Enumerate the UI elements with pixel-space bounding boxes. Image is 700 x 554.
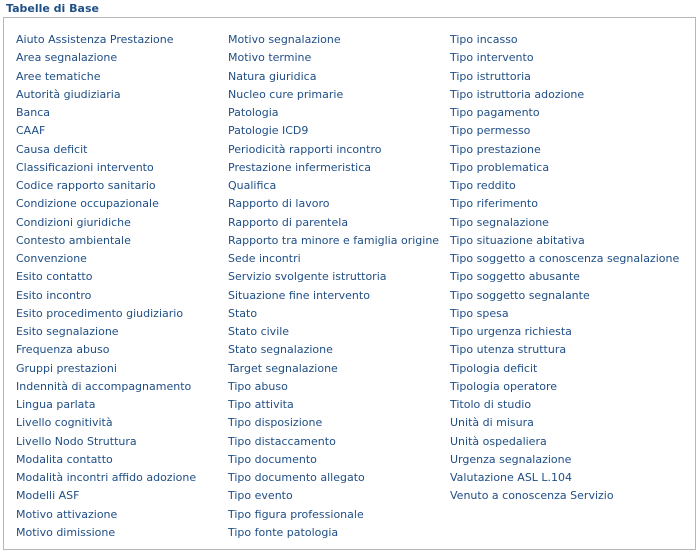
table-link[interactable]: Tipo figura professionale [228,507,364,521]
table-link[interactable]: Livello cognitività [16,416,113,430]
list-item [450,266,679,284]
page-title: Tabelle di Base [6,2,99,15]
list-item [228,230,439,248]
table-link[interactable]: Tipo problematica [450,160,550,174]
table-link[interactable]: Tipo reddito [450,179,516,192]
table-link[interactable]: CAAF [16,124,46,138]
table-link[interactable]: Aiuto Assistenza Prestazione [16,33,174,46]
table-link[interactable]: Tipo disposizione [228,416,323,430]
list-item [228,412,439,430]
list-item [16,139,196,157]
list-item [16,522,196,540]
list-item [450,66,679,84]
list-item [228,47,439,65]
list-item [16,120,196,138]
table-link[interactable]: Unità di misura [450,416,534,430]
list-item [450,248,679,266]
list-item [228,157,439,175]
list-item [450,102,679,120]
table-link[interactable]: Motivo attivazione [16,507,118,521]
table-link[interactable]: Lingua parlata [16,398,96,411]
base-tables-panel [3,17,696,550]
list-item [16,485,196,503]
table-link[interactable]: Tipo segnalazione [450,215,549,229]
table-link[interactable]: Servizio svolgente istruttoria [228,270,387,284]
list-item [450,157,679,175]
table-link[interactable]: Modelli ASF [16,489,80,503]
list-item [450,321,679,339]
table-link[interactable]: Tipo pagamento [450,106,540,119]
table-link[interactable]: Modalita contatto [16,452,113,466]
table-link[interactable]: Stato civile [228,325,290,338]
list-item [450,449,679,467]
link-column-1 [16,29,196,540]
table-link[interactable]: Urgenza segnalazione [450,452,572,466]
table-link[interactable]: Tipo urgenza richiesta [450,325,572,338]
list-item [16,358,196,376]
table-link[interactable]: Modalità incontri affido adozione [16,471,197,484]
list-item [16,321,196,339]
table-link[interactable]: Tipo spesa [450,306,509,320]
list-item [228,394,439,412]
table-link[interactable]: Esito incontro [16,288,92,302]
list-item [450,29,679,47]
list-item [16,230,196,248]
table-link[interactable]: Tipo distaccamento [228,434,336,448]
table-link[interactable]: Livello Nodo Struttura [16,434,137,448]
list-item [16,431,196,449]
list-item [228,139,439,157]
table-link[interactable]: Stato segnalazione [228,343,333,357]
table-link[interactable]: Tipo soggetto segnalante [450,288,590,302]
table-link[interactable]: Tipo permesso [450,124,531,138]
table-link[interactable]: Patologie ICD9 [228,124,309,138]
table-link[interactable]: Tipo riferimento [450,197,538,211]
list-item [16,266,196,284]
table-link[interactable]: Tipologia deficit [450,361,538,375]
table-link[interactable]: Motivo termine [228,51,312,65]
list-item [228,175,439,193]
list-item [16,339,196,357]
table-link[interactable]: Tipo evento [228,489,293,503]
list-item [450,47,679,65]
table-link[interactable]: Motivo dimissione [16,525,116,539]
list-item [16,193,196,211]
table-link[interactable]: Rapporto tra minore e famiglia origine [228,233,440,247]
list-item [228,504,439,522]
list-item [16,467,196,485]
table-link[interactable]: Banca [16,106,51,119]
list-item [228,485,439,503]
list-item [16,66,196,84]
list-item [450,139,679,157]
list-item [228,266,439,284]
table-link[interactable]: Sede incontri [228,252,301,265]
table-link[interactable]: Esito procedimento giudiziario [16,306,184,320]
table-link[interactable]: Qualifica [228,179,277,192]
table-link[interactable]: Situazione fine intervento [228,288,370,302]
list-item [16,504,196,522]
table-link[interactable]: Convenzione [16,252,87,265]
list-item [450,84,679,102]
table-link[interactable]: Tipo fonte patologia [228,525,339,539]
table-link[interactable]: Tipo intervento [450,51,534,65]
list-item [450,303,679,321]
table-link[interactable]: Tipo incasso [450,33,518,46]
list-item [450,394,679,412]
list-item [450,339,679,357]
list-item [228,358,439,376]
table-link[interactable]: Prestazione infermeristica [228,160,372,174]
table-link[interactable]: Tipo utenza struttura [450,343,567,357]
list-item [450,485,679,503]
list-item [450,376,679,394]
list-item [228,193,439,211]
list-item [450,193,679,211]
table-link[interactable]: Indennità di accompagnamento [16,379,192,393]
list-item [16,285,196,303]
table-link[interactable]: Titolo di studio [450,398,532,411]
table-link[interactable]: Unità ospedaliera [450,434,547,448]
list-item [228,431,439,449]
table-link[interactable]: Tipo documento [228,452,317,466]
list-item [450,431,679,449]
table-link[interactable]: Venuto a conoscenza Servizio [450,489,614,503]
list-item [228,376,439,394]
list-item [450,467,679,485]
list-item [228,449,439,467]
link-column-3 [450,29,679,504]
list-item [228,467,439,485]
list-item [450,412,679,430]
table-link[interactable]: Condizioni giuridiche [16,215,131,229]
list-item [228,66,439,84]
table-link[interactable]: Frequenza abuso [16,343,110,357]
table-link[interactable]: Stato [228,306,258,320]
list-item [450,285,679,303]
table-link[interactable]: Tipologia operatore [450,379,558,393]
table-link[interactable]: Rapporto di lavoro [228,197,330,211]
table-link[interactable]: Tipo abuso [228,379,288,393]
table-link[interactable]: Classificazioni intervento [16,160,154,174]
link-column-2 [228,29,439,540]
table-link[interactable]: Tipo attivita [228,398,294,411]
list-item [16,449,196,467]
list-item [16,157,196,175]
list-item [16,102,196,120]
list-item [228,120,439,138]
table-link[interactable]: Tipo soggetto abusante [450,270,580,284]
list-item [16,394,196,412]
list-item [228,522,439,540]
table-link[interactable]: Autorità giudiziaria [16,87,121,101]
table-link[interactable]: Tipo istruttoria adozione [450,87,585,101]
table-link[interactable]: Motivo segnalazione [228,33,341,46]
list-item [16,47,196,65]
table-link[interactable]: Tipo prestazione [450,142,541,156]
table-link[interactable]: Rapporto di parentela [228,215,349,229]
table-link[interactable]: Nucleo cure primarie [228,87,344,101]
list-item [228,339,439,357]
table-link[interactable]: Codice rapporto sanitario [16,179,156,192]
table-link[interactable]: Contesto ambientale [16,233,131,247]
table-link[interactable]: Patologia [228,106,279,119]
list-item [16,212,196,230]
table-link[interactable]: Aree tematiche [16,69,101,83]
list-item [16,412,196,430]
list-item [228,84,439,102]
table-link[interactable]: Tipo documento allegato [228,471,365,484]
list-item [228,212,439,230]
table-link[interactable]: Valutazione ASL L.104 [450,471,573,484]
list-item [228,303,439,321]
table-link[interactable]: Condizione occupazionale [16,197,159,211]
list-item [16,84,196,102]
table-link[interactable]: Area segnalazione [16,51,118,65]
list-item [16,29,196,47]
list-item [450,120,679,138]
list-item [16,376,196,394]
list-item [228,248,439,266]
list-item [228,321,439,339]
table-link[interactable]: Causa deficit [16,142,88,156]
table-link[interactable]: Tipo istruttoria [450,69,531,83]
list-item [450,212,679,230]
list-item [16,303,196,321]
table-link[interactable]: Esito contatto [16,270,93,284]
table-link[interactable]: Periodicità rapporti incontro [228,142,382,156]
table-link[interactable]: Natura giuridica [228,69,317,83]
list-item [450,175,679,193]
list-item [450,230,679,248]
table-link[interactable]: Tipo situazione abitativa [450,233,585,247]
table-link[interactable]: Esito segnalazione [16,325,119,338]
table-link[interactable]: Target segnalazione [228,361,338,375]
list-item [228,285,439,303]
list-item [228,102,439,120]
table-link[interactable]: Gruppi prestazioni [16,361,117,375]
list-item [228,29,439,47]
table-link[interactable]: Tipo soggetto a conoscenza segnalazione [450,252,680,265]
list-item [450,358,679,376]
list-item [16,248,196,266]
list-item [16,175,196,193]
